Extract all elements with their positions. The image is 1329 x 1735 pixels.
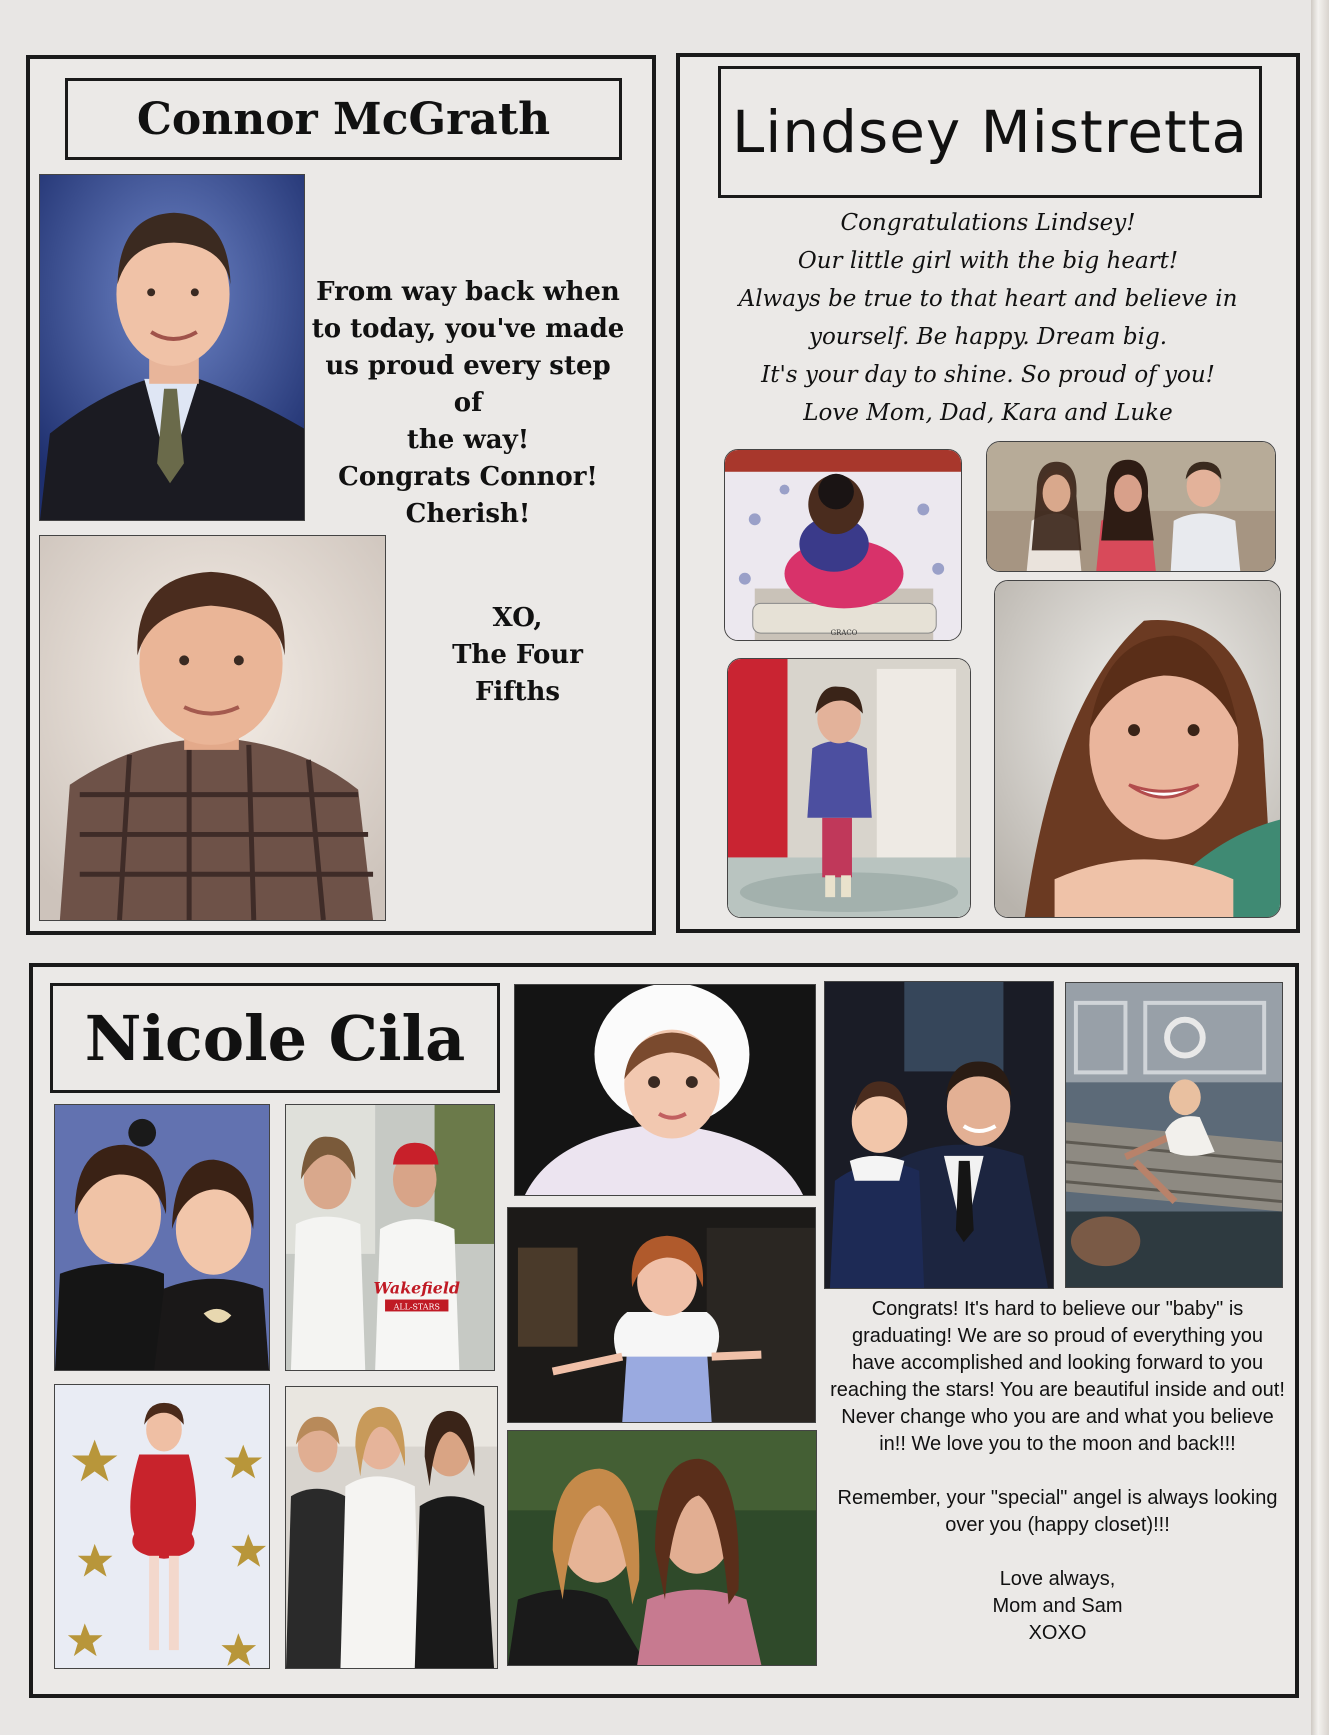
connor-message-line: us proud every step of	[325, 351, 611, 418]
lindsey-highchair-photo	[724, 449, 962, 641]
lindsey-message-line: yourself. Be happy. Dream big.	[808, 324, 1168, 350]
lindsey-siblings-photo	[986, 441, 1276, 572]
connor-signoff	[430, 600, 605, 711]
nicole-baby-with-dad-photo	[824, 981, 1054, 1289]
connor-message-line: Cherish!	[405, 499, 531, 529]
nicole-signoff-line: Love always,	[999, 1568, 1116, 1590]
nicole-dance-costume-photo	[54, 1384, 270, 1669]
nicole-name: Nicole Cila	[84, 1001, 466, 1075]
page-edge	[1311, 0, 1329, 1735]
lindsey-message-line: Our little girl with the big heart!	[797, 248, 1179, 274]
nicole-message-text: Congrats! It's hard to believe our "baby" is graduating! We are so proud of everything you have accomplished and looking forward to you reaching the stars! You are beautiful inside and out! Never change who you are and what you believe in!! We love you to the moon and back!!!	[830, 1298, 1285, 1455]
nicole-mom-friend-photo	[285, 1104, 495, 1371]
connor-message-line: the way!	[406, 425, 530, 455]
nicole-dorothy-costume-photo	[507, 1207, 816, 1423]
connor-senior-photo	[39, 174, 305, 521]
connor-message-line: to today, you've made	[311, 314, 625, 344]
nicole-signoff	[830, 1566, 1285, 1647]
shirt-text: Wakefield	[373, 1278, 460, 1298]
connor-message	[308, 274, 628, 533]
lindsey-message-line: Always be true to that heart and believe in	[738, 286, 1238, 312]
lindsey-toddler-photo	[727, 658, 971, 918]
nicole-message	[830, 1296, 1285, 1647]
lindsey-name: Lindsey Mistretta	[731, 98, 1249, 166]
connor-signoff-line: The Four	[452, 640, 583, 670]
nicole-dock-photo	[1065, 982, 1283, 1288]
nicole-sisters-outdoor-photo	[507, 1430, 817, 1666]
nicole-remember-text: Remember, your "special" angel is always looking over you (happy closet)!!!	[837, 1487, 1278, 1536]
lindsey-message-line: Love Mom, Dad, Kara and Luke	[803, 400, 1173, 426]
connor-name: Connor McGrath	[136, 93, 551, 145]
nicole-title-box	[50, 983, 500, 1093]
lindsey-message	[690, 204, 1286, 432]
highchair-brand-text: GRACO	[830, 629, 858, 638]
connor-childhood-photo	[39, 535, 386, 921]
shirt-text-sub: ALL-STARS	[393, 1302, 440, 1312]
nicole-signoff-line: XOXO	[1028, 1622, 1087, 1644]
connor-signoff-line: XO,	[492, 603, 543, 633]
nicole-graduation-photo	[285, 1386, 498, 1669]
connor-title-box	[65, 78, 622, 160]
nicole-baby-snowsuit-photo	[514, 984, 816, 1196]
lindsey-title-box	[718, 66, 1262, 198]
lindsey-message-line: It's your day to shine. So proud of you!	[761, 362, 1215, 388]
connor-message-line: From way back when	[316, 277, 620, 307]
lindsey-message-line: Congratulations Lindsey!	[840, 210, 1136, 236]
connor-signoff-line: Fifths	[474, 677, 561, 707]
connor-message-line: Congrats Connor!	[338, 462, 598, 492]
nicole-signoff-line: Mom and Sam	[992, 1595, 1123, 1617]
nicole-sisters-photo	[54, 1104, 270, 1371]
lindsey-senior-photo	[994, 580, 1281, 918]
